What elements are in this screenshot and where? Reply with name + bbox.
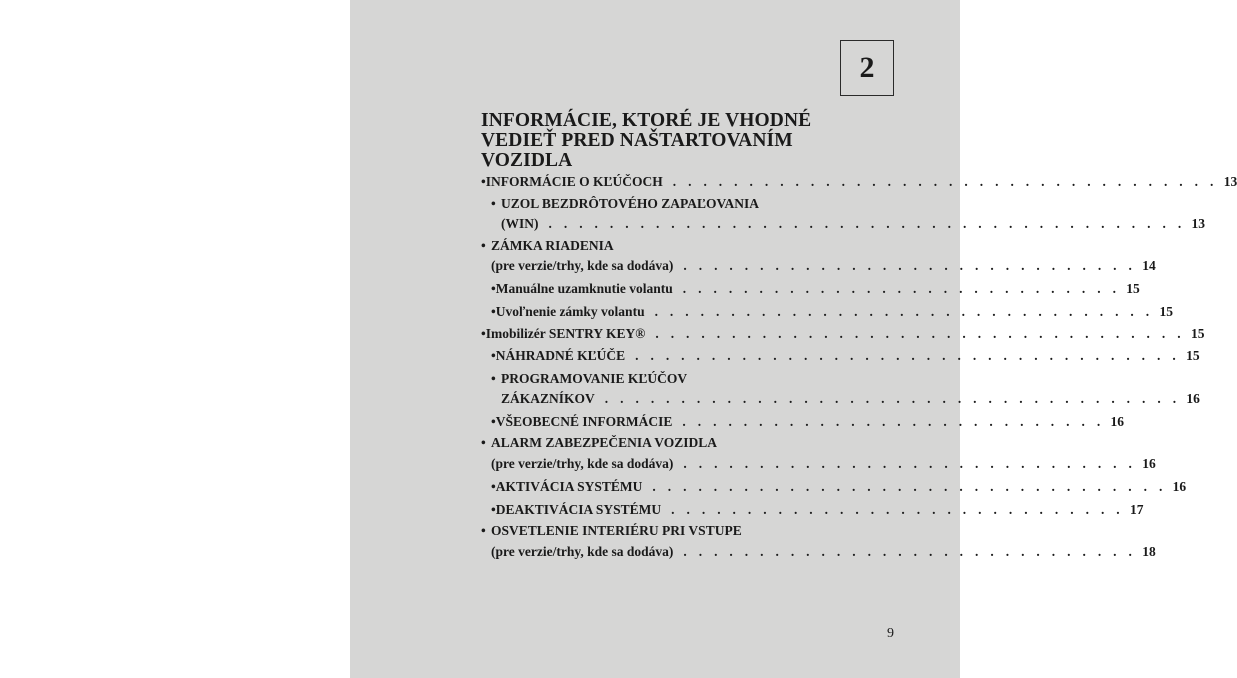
toc-entry-label: Uvoľnenie zámky volantu [495,304,645,319]
toc-leader-dots: . . . . . . . . . . . . . . . . . . . . . . . . . . . . . . . . . . [652,479,1167,494]
left-blank-page [0,0,350,678]
bullet: • [491,348,496,363]
bullet: • [481,238,486,253]
toc-entry-label: VŠEOBECNÉ INFORMÁCIE [495,414,673,429]
toc-entry-first-line[interactable] [491,194,897,214]
toc-entry-page: 15 [1186,348,1200,363]
bullet: • [491,304,496,319]
page-number: 9 [887,626,894,641]
toc-entry-page: 16 [1110,414,1125,429]
toc-entry-label: DEAKTIVÁCIA SYSTÉMU [495,502,662,517]
toc-entry-label: (pre verzie/trhy, kde sa dodáva) [491,544,674,559]
toc-entry-page: 18 [1142,544,1156,559]
toc-entry-label: ZÁKAZNÍKOV [501,391,595,406]
toc-entry-first-line[interactable] [481,236,897,256]
toc-leader-dots: . . . . . . . . . . . . . . . . . . . . . . . . . . . . . [682,281,1121,296]
toc-entry-first-line[interactable] [481,433,897,453]
toc-entry[interactable] [491,454,1156,474]
toc-entry-label-line1: ZÁMKA RIADENIA [491,238,614,253]
toc-entry-label: (WIN) [501,216,539,231]
toc-entry-label: Imobilizér SENTRY KEY® [485,326,646,341]
toc-entry[interactable] [491,256,1156,276]
toc-entry[interactable] [491,346,1200,366]
toc-entry-label: NÁHRADNÉ KĽÚČE [495,348,626,363]
toc-entry-label-line1: OSVETLENIE INTERIÉRU PRI VSTUPE [491,523,742,538]
toc-entry-page: 16 [1186,391,1200,406]
toc-entry-page: 16 [1142,456,1156,471]
toc-entry-page: 16 [1172,479,1187,494]
toc-leader-dots: . . . . . . . . . . . . . . . . . . . . . . . . . . . . . . . . . . . . [635,348,1181,363]
toc-entry[interactable] [481,172,1237,192]
bullet: • [491,414,496,429]
toc-leader-dots: . . . . . . . . . . . . . . . . . . . . . . . . . . . . . . . . . . . . . . . . . . [548,216,1186,231]
toc-entry-label: INFORMÁCIE O KĽÚČOCH [485,174,663,189]
section-title: INFORMÁCIE, KTORÉ JE VHODNÉ VEDIEŤ PRED NAŠTARTOVANÍM VOZIDLA [481,110,812,171]
toc-leader-dots: . . . . . . . . . . . . . . . . . . . . . . . . . . . . . . . . . . . . . . [604,391,1181,406]
toc-leader-dots: . . . . . . . . . . . . . . . . . . . . . . . . . . . . [682,414,1105,429]
toc-leader-dots: . . . . . . . . . . . . . . . . . . . . . . . . . . . . . . . . . . . [655,326,1185,341]
toc-entry-page: 13 [1191,216,1206,231]
toc-entry-first-line[interactable] [491,369,897,389]
toc-entry[interactable] [491,302,1173,322]
toc-leader-dots: . . . . . . . . . . . . . . . . . . . . . . . . . . . . . . [683,456,1137,471]
bullet: • [491,371,496,386]
toc-entry-label-line1: PROGRAMOVANIE KĽÚČOV [501,371,688,386]
toc-entry-page: 14 [1142,258,1156,273]
toc-leader-dots: . . . . . . . . . . . . . . . . . . . . . . . . . . . . . . . . . [654,304,1154,319]
toc-leader-dots: . . . . . . . . . . . . . . . . . . . . . . . . . . . . . . [671,502,1124,517]
right-page [350,0,1237,678]
bullet: • [481,523,486,538]
bullet: • [481,174,486,189]
toc-entry-label-line1: UZOL BEZDRÔTOVÉHO ZAPAĽOVANIA [501,196,760,211]
bullet: • [491,196,496,211]
toc-entry-page: 15 [1159,304,1173,319]
toc-entry[interactable] [501,214,1206,234]
toc-entry-label: Manuálne uzamknutie volantu [495,281,673,296]
bullet: • [481,435,486,450]
bullet: • [491,502,496,517]
toc-entry-page: 17 [1129,502,1144,517]
toc-entry[interactable] [491,279,1140,299]
toc-entry-label-line1: ALARM ZABEZPEČENIA VOZIDLA [491,435,718,450]
toc-entry[interactable] [491,412,1125,432]
toc-entry[interactable] [501,389,1200,409]
toc-leader-dots: . . . . . . . . . . . . . . . . . . . . . . . . . . . . . . . . . . . . [672,174,1218,189]
bullet: • [481,326,486,341]
bullet: • [491,281,496,296]
toc-entry-first-line[interactable] [481,521,897,541]
toc-entry[interactable] [491,500,1144,520]
toc-leader-dots: . . . . . . . . . . . . . . . . . . . . . . . . . . . . . . [683,544,1137,559]
toc-entry[interactable] [491,477,1187,497]
bullet: • [491,479,496,494]
toc-entry-label: AKTIVÁCIA SYSTÉMU [495,479,643,494]
toc-entry-page: 13 [1223,174,1237,189]
chapter-number-box: 2 [840,40,894,96]
toc-entry[interactable] [491,542,1156,562]
toc-leader-dots: . . . . . . . . . . . . . . . . . . . . . . . . . . . . . . [683,258,1137,273]
toc-entry-label: (pre verzie/trhy, kde sa dodáva) [491,456,674,471]
toc-entry[interactable] [481,324,1205,344]
toc-entry-page: 15 [1126,281,1140,296]
toc-entry-page: 15 [1190,326,1205,341]
toc-entry-label: (pre verzie/trhy, kde sa dodáva) [491,258,674,273]
